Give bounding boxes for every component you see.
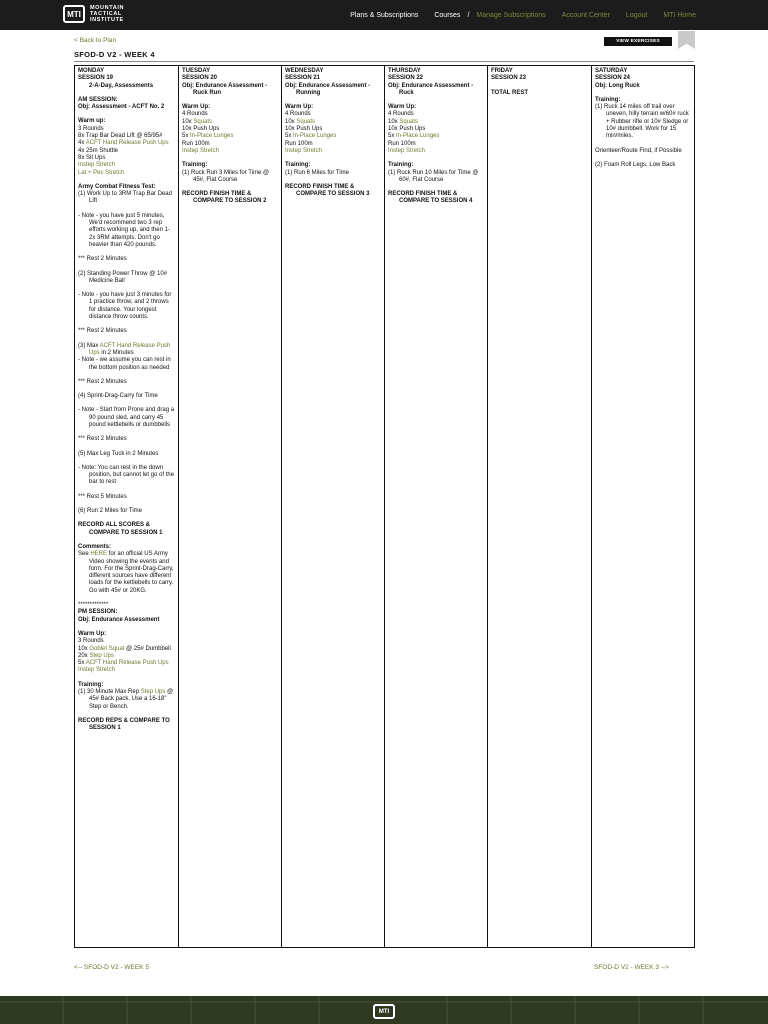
day-column-monday (75, 66, 179, 948)
nav-separator: / (467, 11, 470, 19)
test-note: - Note: You can rest in the down position, but cannot let go of the bar to rest (78, 464, 175, 486)
comments-body: for an official US Army Video showing the events and form. For the Sprint-Drag-Carry, different sources have different loads for the kettlebells to carry. Go with 45# or 20KG. (89, 551, 174, 594)
day-name: MONDAY (78, 68, 105, 74)
session-label: SESSION 20 (182, 75, 218, 82)
comments-label: Comments: (78, 543, 112, 550)
exercise-link[interactable]: Instep Stretch (285, 147, 323, 154)
warmup-item: Run 100m (388, 140, 416, 147)
test-item: (5) Max Leg Tuck in 2 Minutes (78, 450, 159, 457)
training-label: Training: (595, 96, 621, 103)
footer-mti-logo-icon[interactable]: MTI (373, 1004, 395, 1019)
rest-line: *** Rest 2 Minutes (78, 256, 127, 263)
rest-line: *** Rest 2 Minutes (78, 436, 127, 443)
test-note: - Note - you have just 5 minutes, We'd recommend two 3 rep efforts working up, and then 1-2x 3RM attempts. Don't go heavier than 420 pounds. (78, 212, 170, 248)
warmup-item: 10x Push Ups (285, 126, 323, 133)
weekly-plan-table (74, 65, 695, 948)
rest-line: *** Rest 5 Minutes (78, 493, 127, 500)
am-objective: Obj: Assessment - ACFT No. 2 (78, 104, 165, 111)
warmup-reps: 5x (285, 133, 294, 140)
comments-text (78, 551, 175, 595)
warmup-reps: 5x (182, 133, 191, 140)
warmup-item (182, 133, 278, 140)
warmup-item (78, 140, 175, 147)
warmup-item: 10x Push Ups (388, 126, 426, 133)
warmup-item: 4 Rounds (182, 111, 208, 118)
pm-training-label: Training: (78, 681, 104, 688)
warmup-item (388, 119, 484, 126)
exercise-link[interactable]: Squats (399, 118, 419, 125)
warmup-reps: 10x (285, 118, 297, 125)
exercise-link[interactable]: In-Place Lunges (293, 133, 337, 140)
warmup-item: 4 Rounds (285, 111, 311, 118)
warmup-item: 3 Rounds (78, 638, 104, 645)
day-name: TUESDAY (182, 68, 211, 74)
day-column-thursday (385, 66, 488, 948)
logo-line-1: MOUNTAIN (90, 5, 125, 11)
footer (0, 996, 768, 1024)
logo-line-2: TACTICAL (90, 11, 122, 17)
session-subtitle: 2-A-Day, Assessments (89, 82, 154, 89)
session-objective: Obj: Long Ruck (595, 82, 640, 89)
training-label: Training: (182, 162, 208, 169)
test-item: (4) Sprint-Drag-Carry for Time (78, 393, 158, 400)
exercise-link[interactable]: ACFT Hand Release Push Ups (85, 140, 169, 147)
test-item: (6) Run 2 Miles for Time (78, 508, 143, 515)
test-item: (2) Standing Power Throw @ 10# Medicine Ball (78, 270, 168, 284)
session-label: SESSION 19 (78, 75, 114, 82)
training-item: (1) Ruck 14 miles off trail over uneven, hilly terrain w/60# ruck + Rubber rifle or 10# Sledge or 10# dumbbell. Work for 15 min/miles. (595, 104, 689, 140)
warmup-reps: 5x (388, 133, 397, 140)
warmup-item: 3 Rounds (78, 125, 104, 132)
warmup-item: 4x 25m Shuttle (78, 147, 119, 154)
comments-prefix: See (78, 551, 91, 558)
session-label: SESSION 22 (388, 75, 424, 82)
warmup-item (285, 119, 381, 126)
exercise-link[interactable]: Instep Stretch (78, 667, 116, 674)
nav-logout[interactable]: Logout (625, 11, 648, 19)
exercise-link[interactable]: Instep Stretch (388, 147, 426, 154)
day-name: THURSDAY (388, 68, 421, 74)
warmup-item: Run 100m (285, 140, 313, 147)
exercise-link[interactable]: Goblet Squat (89, 645, 125, 652)
rest-line: *** Rest 2 Minutes (78, 378, 127, 385)
warmup-reps: 10x (182, 118, 194, 125)
day-name: FRIDAY (491, 68, 513, 74)
training-label: Training: (285, 162, 311, 169)
am-session-label: AM SESSION: (78, 96, 118, 103)
day-column-wednesday (282, 66, 385, 948)
exercise-link[interactable]: Instep Stretch (182, 147, 220, 154)
rest-label: TOTAL REST (491, 89, 529, 96)
warmup-item (78, 653, 175, 660)
warmup-item (78, 660, 175, 667)
training-item (78, 689, 175, 711)
view-exercises-button[interactable]: VIEW EXERCISES (604, 37, 672, 46)
session-objective: Obj: Endurance Assessment - Ruck Run (182, 82, 268, 96)
warmup-item: Run 100m (182, 140, 210, 147)
previous-week-link[interactable]: <-- SFOD-D V2 - WEEK 5 (74, 964, 149, 971)
logo-line-3: INSTITUTE (90, 17, 124, 23)
record-instruction: RECORD ALL SCORES & COMPARE TO SESSION 1 (78, 522, 163, 536)
exercise-link[interactable]: Step Ups (89, 652, 115, 659)
exercise-link[interactable]: Squats (193, 118, 213, 125)
test-label: Army Combat Fitness Test: (78, 183, 156, 190)
item-text: in 2 Minutes (99, 349, 134, 356)
warmup-label: Warm Up: (388, 104, 417, 111)
exercise-link[interactable]: In-Place Lunges (190, 133, 234, 140)
warmup-load: @ 25# Dumbbell (124, 645, 171, 652)
test-note: - Note - Start from Prone and drag a 90 pound sled, and carry 45 pound kettlebells or dumbbells (78, 407, 175, 428)
training-item: (2) Foam Roll Legs, Low Back (595, 161, 676, 168)
warmup-item: 4 Rounds (388, 111, 414, 118)
warmup-reps: 10x (388, 118, 400, 125)
warmup-item (388, 133, 484, 140)
rest-line: *** Rest 2 Minutes (78, 328, 127, 335)
section-divider: ************* (78, 602, 109, 609)
pm-session-label: PM SESSION: (78, 609, 118, 616)
bookmark-icon[interactable] (678, 31, 695, 49)
logo-wordmark (90, 5, 124, 23)
exercise-link[interactable]: Step Ups (140, 689, 166, 695)
day-column-tuesday (179, 66, 282, 948)
mti-logo[interactable] (63, 5, 124, 23)
day-column-saturday (592, 66, 695, 948)
exercise-link[interactable]: ACFT Hand Release Push Ups (89, 342, 171, 356)
nav-courses[interactable]: Courses (434, 11, 461, 19)
day-column-friday (488, 66, 592, 948)
warmup-item (285, 133, 381, 140)
training-item: (1) Run 6 Miles for Time (285, 169, 350, 176)
training-text: @ 45# Back pack. Use a 16-18" Step or Bench. (89, 689, 174, 710)
training-label: Training: (388, 162, 414, 169)
warmup-item: 8x Sit Ups (78, 154, 106, 161)
training-item: (1) Ruck Run 10 Miles for Time @ 60#, Flat Course (388, 169, 479, 183)
next-week-link[interactable]: SFOD-D V2 - WEEK 3 --> (594, 964, 669, 971)
item-text: (3) Max (78, 342, 100, 349)
exercise-link[interactable]: Lat + Pec Stretch (78, 169, 125, 176)
warmup-item: 10x Push Ups (182, 126, 220, 133)
session-label: SESSION 21 (285, 75, 321, 82)
warmup-item: 8x Trap Bar Dead Lift @ 65/95# (78, 133, 163, 140)
day-name: SATURDAY (595, 68, 628, 74)
exercise-link[interactable]: Instep Stretch (78, 162, 116, 169)
warmup-label: Warm Up: (182, 104, 211, 111)
pm-warmup-label: Warm Up: (78, 630, 107, 637)
warmup-reps: 20x (78, 652, 90, 659)
record-instruction: RECORD REPS & COMPARE TO SESSION 1 (78, 717, 170, 732)
session-objective: Obj: Endurance Assessment - Ruck (388, 82, 474, 96)
session-objective: Obj: Endurance Assessment - Running (285, 82, 371, 96)
session-label: SESSION 24 (595, 75, 631, 82)
training-item: (1) Ruck Run 3 Miles for Time @ 45#, Flat Course (182, 169, 270, 183)
test-note: - Note - you have just 3 minutes for 1 practice throw, and 2 throws for distance. Your longest distance throw counts. (78, 292, 172, 321)
pm-objective: Obj: Endurance Assessment (78, 616, 160, 623)
nav-mti-home[interactable]: MTI Home (663, 11, 696, 19)
warmup-reps: 5x (78, 660, 86, 667)
warmup-item (78, 646, 175, 653)
test-item: (1) Work Up to 3RM Trap Bar Dead Lift (78, 191, 172, 205)
page-title: SFOD-D V2 - WEEK 4 (74, 50, 155, 59)
nav-plans-subscriptions[interactable]: Plans & Subscriptions (350, 11, 419, 19)
warmup-label: Warm Up: (285, 104, 314, 111)
test-note: - Note - we assume you can rest in the bottom position as needed (78, 357, 171, 371)
record-instruction: RECORD FINISH TIME & COMPARE TO SESSION 4 (388, 191, 473, 205)
divider (74, 61, 694, 62)
test-item (78, 343, 175, 358)
back-to-plan-link[interactable]: < Back to Plan (74, 37, 117, 44)
top-nav-bar (0, 0, 768, 30)
nav-manage-subscriptions[interactable]: Manage Subscriptions (476, 11, 546, 19)
record-instruction: RECORD FINISH TIME & COMPARE TO SESSION 2 (182, 191, 267, 205)
record-instruction: RECORD FINISH TIME & COMPARE TO SESSION 3 (285, 183, 370, 198)
warmup-reps: 10x (78, 645, 90, 652)
warmup-reps: 4x (78, 140, 86, 147)
main-nav (334, 0, 696, 30)
exercise-link[interactable]: Squats (296, 118, 316, 125)
session-label: SESSION 23 (491, 75, 527, 82)
mti-logo-mark-icon: MTI (63, 5, 85, 23)
warmup-item (182, 119, 278, 126)
video-link[interactable]: HERE (90, 551, 108, 558)
exercise-link[interactable]: ACFT Hand Release Push Ups (85, 660, 169, 667)
training-text: (1) 30 Minute Max Rep (78, 689, 141, 695)
day-name: WEDNESDAY (285, 68, 324, 74)
exercise-link[interactable]: In-Place Lunges (396, 133, 440, 140)
training-item: Orienteer/Route Find, if Possible (595, 147, 682, 154)
nav-account-center[interactable]: Account Center (561, 11, 610, 19)
warmup-label: Warm up: (78, 118, 106, 125)
